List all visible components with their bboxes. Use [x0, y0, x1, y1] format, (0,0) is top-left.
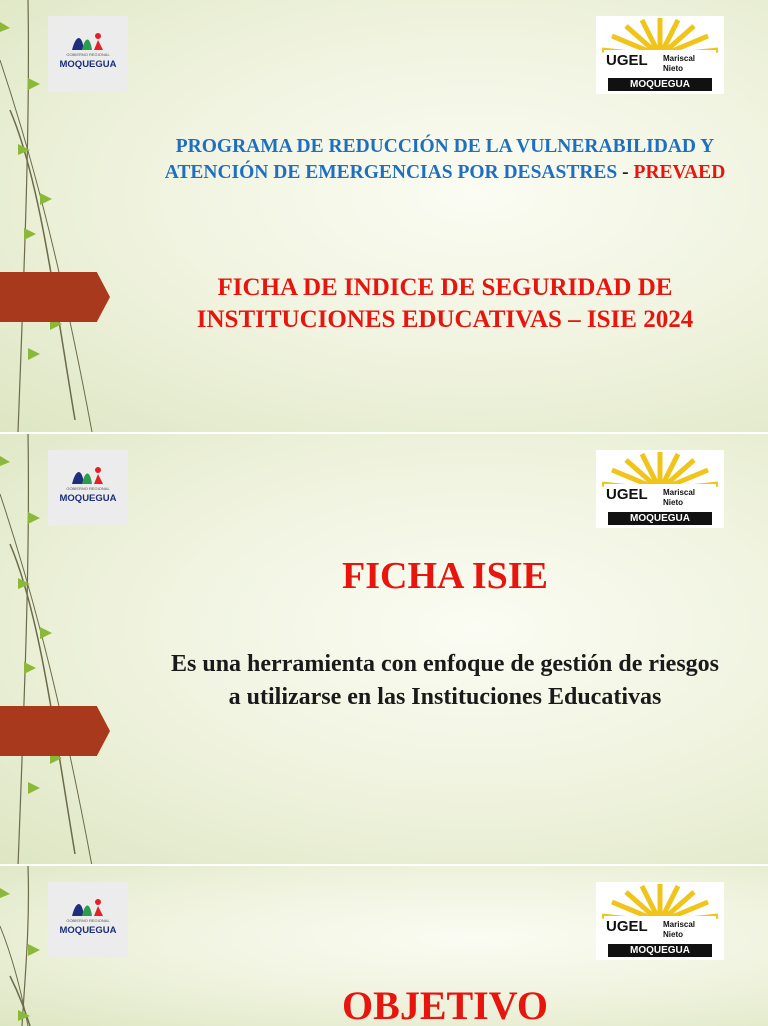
gobierno-regional-logo — [48, 450, 128, 526]
ugel-line1: Mariscal — [663, 920, 696, 929]
gobierno-regional-logo — [48, 882, 128, 958]
accent-tab — [0, 706, 110, 756]
slide-2 — [0, 434, 768, 864]
ficha-isie-heading: FICHA ISIE — [342, 555, 548, 597]
logo-name: MOQUEGUA — [59, 493, 117, 504]
logo-caption: GOBIERNO REGIONAL — [66, 486, 110, 491]
program-title — [150, 134, 740, 186]
program-title-separator: - — [617, 162, 634, 183]
ugel-text: UGEL — [606, 918, 648, 935]
ugel-text: UGEL — [606, 52, 648, 69]
logo-caption: GOBIERNO REGIONAL — [66, 918, 110, 923]
ugel-logo — [596, 450, 724, 528]
regional-emblem-icon — [70, 464, 106, 486]
logo-caption: GOBIERNO REGIONAL — [66, 52, 110, 57]
ugel-line1: Mariscal — [663, 54, 696, 63]
slide-3 — [0, 866, 768, 1026]
ugel-line2: Nieto — [663, 930, 683, 939]
regional-emblem-icon — [70, 30, 106, 52]
ugel-logo — [596, 16, 724, 94]
accent-tab — [0, 272, 110, 322]
gobierno-regional-logo — [48, 16, 128, 92]
objetivo-heading: OBJETIVO — [342, 983, 548, 1026]
ugel-bottom-bar: MOQUEGUA — [608, 78, 712, 91]
logo-name: MOQUEGUA — [59, 59, 117, 70]
ugel-text: UGEL — [606, 486, 648, 503]
ugel-bottom-bar: MOQUEGUA — [608, 512, 712, 525]
program-acronym: PREVAED — [633, 162, 726, 183]
ficha-title: FICHA DE INDICE DE SEGURIDAD DE INSTITUCIONES EDUCATIVAS – ISIE 2024 — [196, 274, 694, 333]
ficha-isie-description: Es una herramienta con enfoque de gestión de riesgos a utilizarse en las Instituciones Educativas — [171, 651, 719, 710]
ugel-line2: Nieto — [663, 64, 683, 73]
ugel-line1: Mariscal — [663, 488, 696, 497]
regional-emblem-icon — [70, 896, 106, 918]
logo-name: MOQUEGUA — [59, 925, 117, 936]
ugel-bottom-bar: MOQUEGUA — [608, 944, 712, 957]
ugel-line2: Nieto — [663, 498, 683, 507]
program-title-main: PROGRAMA DE REDUCCIÓN DE LA VULNERABILIDAD Y ATENCIÓN DE EMERGENCIAS POR DESASTRES — [164, 136, 715, 183]
ugel-logo — [596, 882, 724, 960]
slide-1 — [0, 0, 768, 432]
